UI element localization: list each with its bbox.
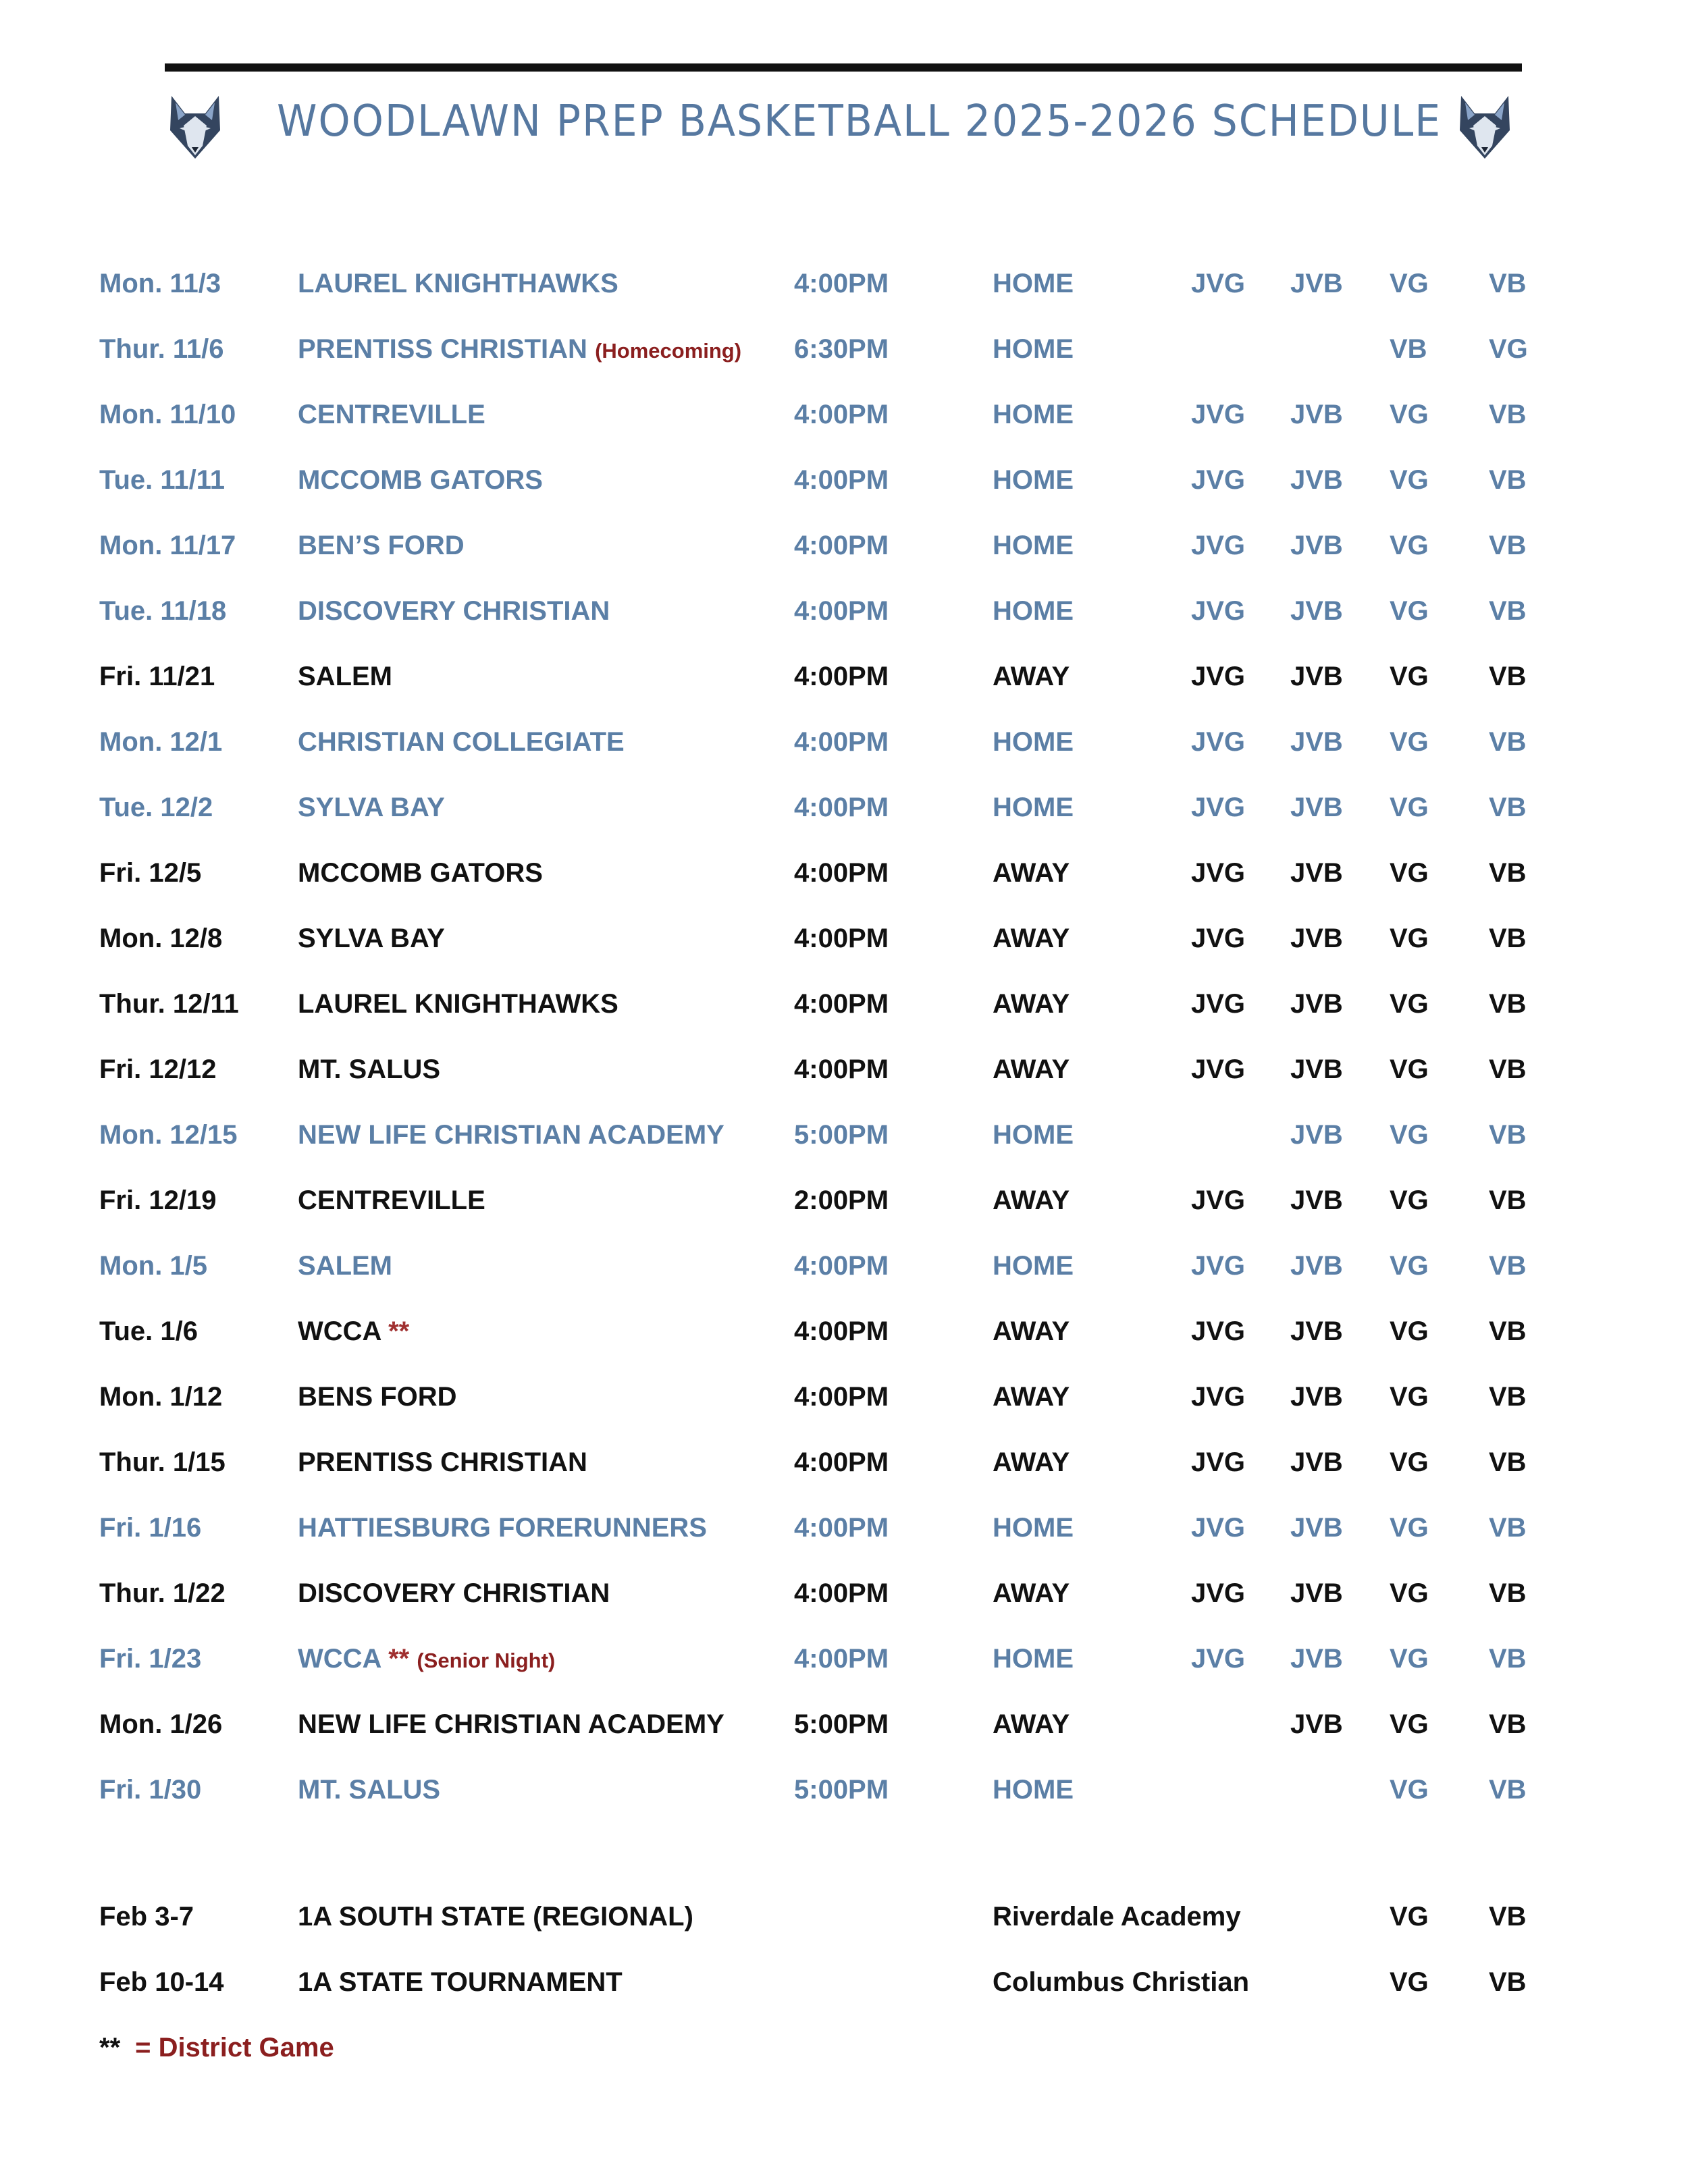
legend-text: = District Game [135,2033,334,2062]
game-opponent [298,1561,610,1626]
team-vg: VG [1390,727,1429,757]
game-opponent [298,1495,707,1561]
game-time: 4:00PM [794,1251,889,1281]
team-vb: VB [1489,1251,1527,1281]
team-jvg: JVG [1191,1578,1246,1608]
game-location: HOME [993,793,1074,822]
team-vb: VB [1489,662,1527,691]
legend [99,2015,334,2081]
team-vg: VG [1390,531,1429,560]
team-vg: VG [1390,1644,1429,1674]
table-row [0,1168,1688,1233]
game-location: AWAY [993,1186,1070,1215]
post-event: 1A STATE TOURNAMENT [298,1967,623,1997]
team-jvg: JVG [1191,1316,1246,1346]
game-time: 4:00PM [794,531,889,560]
table-row [0,1950,1688,2015]
opponent-name: NEW LIFE CHRISTIAN ACADEMY [298,1120,724,1150]
table-row [0,775,1688,841]
game-date: Tue. 11/18 [99,596,227,626]
game-time: 4:00PM [794,924,889,953]
game-date: Fri. 1/23 [99,1644,202,1674]
game-opponent [298,906,445,971]
game-time: 4:00PM [794,727,889,757]
team-vb: VB [1489,1775,1527,1805]
game-location: HOME [993,1644,1074,1674]
team-vb: VB [1489,1578,1527,1608]
game-opponent [298,1168,485,1233]
opponent-name: DISCOVERY CHRISTIAN [298,1578,610,1608]
wolf-head-icon [165,93,226,161]
team-vb: VB [1489,989,1527,1019]
opponent-name: MT. SALUS [298,1775,441,1805]
game-date: Fri. 1/16 [99,1513,202,1543]
team-jvb: JVB [1290,531,1343,560]
team-jvb: JVB [1290,465,1343,495]
game-time: 4:00PM [794,989,889,1019]
opponent-name: BEN’S FORD [298,531,465,560]
game-date: Tue. 11/11 [99,465,226,495]
team-jvb: JVB [1290,924,1343,953]
game-date: Thur. 1/22 [99,1578,226,1608]
team-vg: VG [1390,465,1429,495]
team-vg: VG [1390,1775,1429,1805]
game-date: Thur. 12/11 [99,989,239,1019]
post-dates: Feb 3-7 [99,1902,194,1932]
team-vb: VB [1489,269,1527,298]
game-location: HOME [993,1251,1074,1281]
table-row [0,1495,1688,1561]
table-row [0,1037,1688,1102]
game-time: 4:00PM [794,1578,889,1608]
team-vg: VG [1390,924,1429,953]
game-date: Mon. 11/17 [99,531,236,560]
game-location: HOME [993,727,1074,757]
team-jvg: JVG [1191,1513,1246,1543]
game-opponent [298,1692,724,1757]
game-time: 4:00PM [794,465,889,495]
game-opponent [298,775,445,841]
team-vg: VG [1390,269,1429,298]
team-vg: VG [1390,400,1429,429]
opponent-name: HATTIESBURG FORERUNNERS [298,1513,707,1543]
game-opponent [298,1626,555,1693]
game-opponent [298,841,543,906]
table-row [0,841,1688,906]
game-location: HOME [993,1775,1074,1805]
game-opponent [298,382,485,448]
team-vg: VG [1390,1316,1429,1346]
game-opponent [298,1102,724,1168]
game-date: Mon. 1/12 [99,1382,223,1412]
team-vb: VB [1489,924,1527,953]
game-date: Tue. 1/6 [99,1316,198,1346]
team-jvb: JVB [1290,1251,1343,1281]
team-jvb: JVB [1290,269,1343,298]
team-jvg: JVG [1191,269,1246,298]
table-row [0,1430,1688,1495]
table-row [0,906,1688,971]
team-jvb: JVB [1290,858,1343,888]
game-location: HOME [993,1120,1074,1150]
team-jvg: JVG [1191,1251,1246,1281]
game-location: AWAY [993,1382,1070,1412]
game-location: HOME [993,269,1074,298]
game-location: AWAY [993,858,1070,888]
game-time: 4:00PM [794,858,889,888]
team-vg: VG [1390,1447,1429,1477]
game-time: 4:00PM [794,1316,889,1346]
team-jvg: JVG [1191,989,1246,1019]
game-date: Mon. 12/8 [99,924,223,953]
wolf-head-icon [1454,93,1515,161]
team-vb: VB [1489,400,1527,429]
table-row [0,1364,1688,1430]
team-vg: VG [1390,858,1429,888]
opponent-name: SYLVA BAY [298,924,445,953]
post-venue: Columbus Christian [993,1967,1250,1997]
district-marker: ** [388,1644,410,1674]
game-date: Fri. 1/30 [99,1775,202,1805]
team-vb: VB [1489,1382,1527,1412]
opponent-name: SALEM [298,662,392,691]
legend-marker: ** [99,2033,121,2062]
team-vg: VG [1390,1186,1429,1215]
post-dates: Feb 10-14 [99,1967,224,1997]
table-row [0,644,1688,710]
team-vb: VB [1489,531,1527,560]
game-opponent [298,1430,587,1495]
table-row [0,513,1688,579]
game-location: AWAY [993,1055,1070,1084]
team-jvg: JVG [1191,465,1246,495]
team-jvg: JVG [1191,793,1246,822]
team-vb: VB [1489,1902,1527,1932]
opponent-name: DISCOVERY CHRISTIAN [298,596,610,626]
game-opponent [298,1233,392,1299]
table-row [0,1626,1688,1692]
team-vb: VB [1489,1967,1527,1997]
team-vg: VG [1390,1902,1429,1932]
game-location: AWAY [993,662,1070,691]
team-vb: VB [1489,596,1527,626]
team-vb: VB [1489,1644,1527,1674]
team-vg: VG [1390,1709,1429,1739]
table-row [0,579,1688,644]
team-vg: VG [1390,1382,1429,1412]
team-jvb: JVB [1290,1709,1343,1739]
team-vg: VG [1390,793,1429,822]
team-jvb: JVB [1290,1513,1343,1543]
team-jvg: JVG [1191,924,1246,953]
team-jvg: JVG [1191,1447,1246,1477]
table-row [0,1299,1688,1364]
table-row [0,448,1688,513]
team-vg: VG [1390,662,1429,691]
team-jvg: JVG [1191,858,1246,888]
team-jvb: JVB [1290,989,1343,1019]
opponent-name: MCCOMB GATORS [298,465,543,495]
district-marker: ** [388,1316,410,1346]
game-date: Mon. 12/1 [99,727,223,757]
team-jvb: JVB [1290,1644,1343,1674]
team-jvb: JVB [1290,1382,1343,1412]
team-jvg: JVG [1191,531,1246,560]
team-vb: VB [1489,1055,1527,1084]
game-time: 2:00PM [794,1186,889,1215]
game-time: 4:00PM [794,662,889,691]
game-date: Thur. 11/6 [99,334,224,364]
game-note: (Senior Night) [417,1649,556,1672]
table-row [0,1692,1688,1757]
game-opponent [298,971,618,1037]
game-opponent [298,1037,440,1102]
team-vg: VG [1390,596,1429,626]
game-date: Mon. 1/26 [99,1709,223,1739]
game-time: 4:00PM [794,1055,889,1084]
team-vg: VG [1390,989,1429,1019]
game-location: AWAY [993,924,1070,953]
team-vg: VG [1390,1578,1429,1608]
team-vb: VB [1489,727,1527,757]
game-date: Fri. 12/12 [99,1055,217,1084]
schedule-table [0,251,1688,1823]
team-jvb: JVB [1290,400,1343,429]
game-date: Fri. 12/19 [99,1186,217,1215]
team-vb: VB [1489,465,1527,495]
team-vg: VG [1390,1967,1429,1997]
opponent-name: LAUREL KNIGHTHAWKS [298,989,618,1019]
team-vb: VG [1489,334,1528,364]
game-location: AWAY [993,1316,1070,1346]
opponent-name: CENTREVILLE [298,400,485,429]
post-venue: Riverdale Academy [993,1902,1241,1932]
game-date: Mon. 11/10 [99,400,236,429]
game-location: HOME [993,531,1074,560]
game-note: (Homecoming) [595,339,742,363]
team-vb: VB [1489,1447,1527,1477]
team-jvg: JVG [1191,1382,1246,1412]
game-opponent [298,1757,440,1823]
game-date: Fri. 11/21 [99,662,215,691]
game-opponent [298,317,741,383]
game-time: 4:00PM [794,596,889,626]
team-jvg: JVG [1191,596,1246,626]
team-vg: VG [1390,1120,1429,1150]
postseason-table [0,1884,1688,2015]
game-opponent [298,448,543,513]
opponent-name: CHRISTIAN COLLEGIATE [298,727,625,757]
table-row [0,317,1688,382]
table-row [0,382,1688,448]
team-jvb: JVB [1290,793,1343,822]
opponent-name: PRENTISS CHRISTIAN [298,1447,587,1477]
team-vb: VB [1489,793,1527,822]
team-vg: VB [1390,334,1427,364]
game-opponent [298,1364,457,1430]
team-vb: VB [1489,1709,1527,1739]
table-row [0,1884,1688,1950]
team-jvb: JVB [1290,1578,1343,1608]
game-date: Mon. 1/5 [99,1251,208,1281]
opponent-name: CENTREVILLE [298,1186,485,1215]
game-time: 4:00PM [794,793,889,822]
game-date: Thur. 1/15 [99,1447,226,1477]
opponent-name: SYLVA BAY [298,793,445,822]
team-vg: VG [1390,1055,1429,1084]
team-jvb: JVB [1290,1120,1343,1150]
team-jvb: JVB [1290,1316,1343,1346]
game-time: 4:00PM [794,1644,889,1674]
game-location: HOME [993,1513,1074,1543]
game-time: 4:00PM [794,1513,889,1543]
game-location: AWAY [993,1578,1070,1608]
team-jvb: JVB [1290,596,1343,626]
team-jvg: JVG [1191,727,1246,757]
team-vb: VB [1489,1316,1527,1346]
team-jvg: JVG [1191,1186,1246,1215]
game-location: AWAY [993,989,1070,1019]
game-date: Fri. 12/5 [99,858,202,888]
opponent-name: MT. SALUS [298,1055,441,1084]
page-title: WOODLAWN PREP BASKETBALL 2025-2026 SCHEDULE [277,97,1442,147]
table-row [0,710,1688,775]
table-row [0,971,1688,1037]
table-row [0,1757,1688,1823]
team-vb: VB [1489,1186,1527,1215]
game-opponent [298,579,610,644]
team-jvg: JVG [1191,1644,1246,1674]
game-location: HOME [993,334,1074,364]
game-time: 6:30PM [794,334,889,364]
game-time: 5:00PM [794,1709,889,1739]
game-date: Tue. 12/2 [99,793,213,822]
team-jvb: JVB [1290,1447,1343,1477]
table-row [0,1561,1688,1626]
game-date: Mon. 11/3 [99,269,221,298]
game-location: HOME [993,465,1074,495]
table-row [0,1233,1688,1299]
game-time: 4:00PM [794,1447,889,1477]
team-vb: VB [1489,1513,1527,1543]
game-opponent [298,710,625,775]
game-opponent [298,644,392,710]
team-vb: VB [1489,1120,1527,1150]
game-time: 5:00PM [794,1120,889,1150]
team-vb: VB [1489,858,1527,888]
team-jvb: JVB [1290,727,1343,757]
team-vg: VG [1390,1251,1429,1281]
top-rule [165,63,1522,72]
game-opponent [298,251,618,317]
opponent-name: LAUREL KNIGHTHAWKS [298,269,618,298]
game-time: 4:00PM [794,1382,889,1412]
opponent-name: SALEM [298,1251,392,1281]
game-time: 4:00PM [794,400,889,429]
opponent-name: MCCOMB GATORS [298,858,543,888]
game-date: Mon. 12/15 [99,1120,238,1150]
table-row [0,1102,1688,1168]
game-time: 4:00PM [794,269,889,298]
team-jvb: JVB [1290,662,1343,691]
team-jvg: JVG [1191,662,1246,691]
team-jvg: JVG [1191,1055,1246,1084]
game-time: 5:00PM [794,1775,889,1805]
post-event: 1A SOUTH STATE (REGIONAL) [298,1902,693,1932]
table-row [0,251,1688,317]
opponent-name: BENS FORD [298,1382,457,1412]
team-jvb: JVB [1290,1186,1343,1215]
game-location: AWAY [993,1447,1070,1477]
opponent-name: PRENTISS CHRISTIAN [298,334,587,364]
game-opponent [298,513,465,579]
team-vg: VG [1390,1513,1429,1543]
game-opponent [298,1299,409,1364]
team-jvb: JVB [1290,1055,1343,1084]
game-location: HOME [993,400,1074,429]
opponent-name: NEW LIFE CHRISTIAN ACADEMY [298,1709,724,1739]
team-jvg: JVG [1191,400,1246,429]
opponent-name: WCCA [298,1316,381,1346]
opponent-name: WCCA [298,1644,381,1674]
game-location: AWAY [993,1709,1070,1739]
game-location: HOME [993,596,1074,626]
